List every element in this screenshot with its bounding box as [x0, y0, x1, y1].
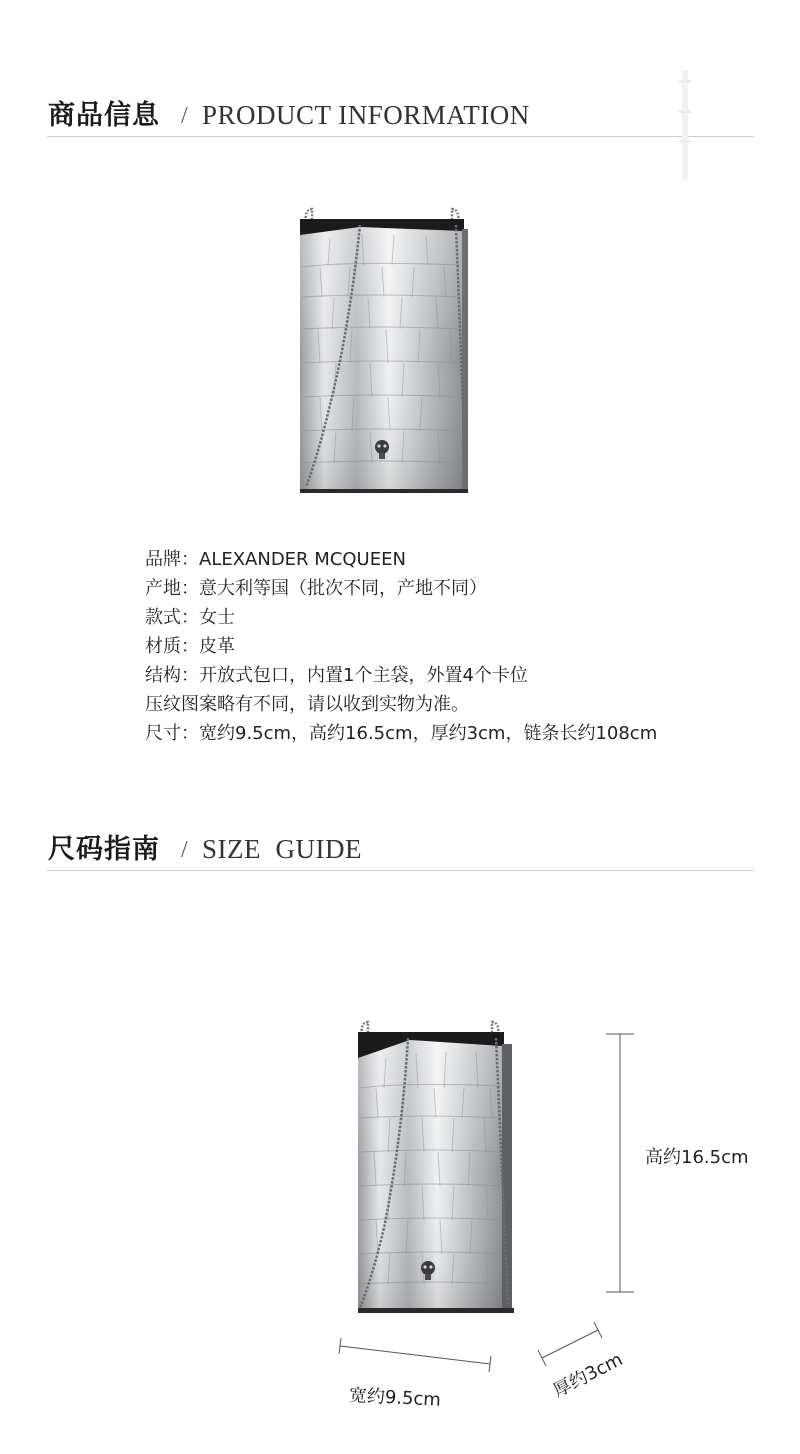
product-info-title-en: PRODUCT INFORMATION — [202, 100, 530, 130]
product-info-title-cn: 商品信息 — [48, 100, 160, 131]
size-guide-header — [47, 830, 754, 871]
product-info-list — [145, 545, 685, 748]
info-style: 款式：女士 — [145, 607, 235, 628]
info-origin: 产地：意大利等国（批次不同，产地不同） — [145, 578, 487, 599]
depth-label: 厚约3cm — [549, 1348, 627, 1402]
product-image — [290, 205, 480, 497]
header-slash: / — [181, 103, 188, 129]
product-info-header — [47, 96, 754, 137]
height-dimension-line — [600, 1030, 640, 1295]
info-brand: 品牌：ALEXANDER MCQUEEN — [145, 549, 406, 570]
info-note: 压纹图案略有不同，请以收到实物为准。 — [145, 694, 469, 715]
size-guide-title-cn: 尺码指南 — [48, 834, 160, 865]
width-dimension-line — [336, 1336, 496, 1372]
header-slash: / — [181, 837, 188, 863]
size-guide-product-image — [346, 1018, 526, 1318]
height-label: 高约16.5cm — [645, 1147, 749, 1168]
info-structure: 结构：开放式包口，内置1个主袋，外置4个卡位 — [145, 665, 528, 686]
width-label: 宽约9.5cm — [348, 1385, 442, 1411]
info-size: 尺寸：宽约9.5cm，高约16.5cm，厚约3cm，链条长约108cm — [145, 723, 658, 744]
size-guide-title-en: SIZE GUIDE — [202, 834, 362, 864]
watermark-mark — [676, 70, 694, 180]
info-material: 材质：皮革 — [145, 636, 235, 657]
